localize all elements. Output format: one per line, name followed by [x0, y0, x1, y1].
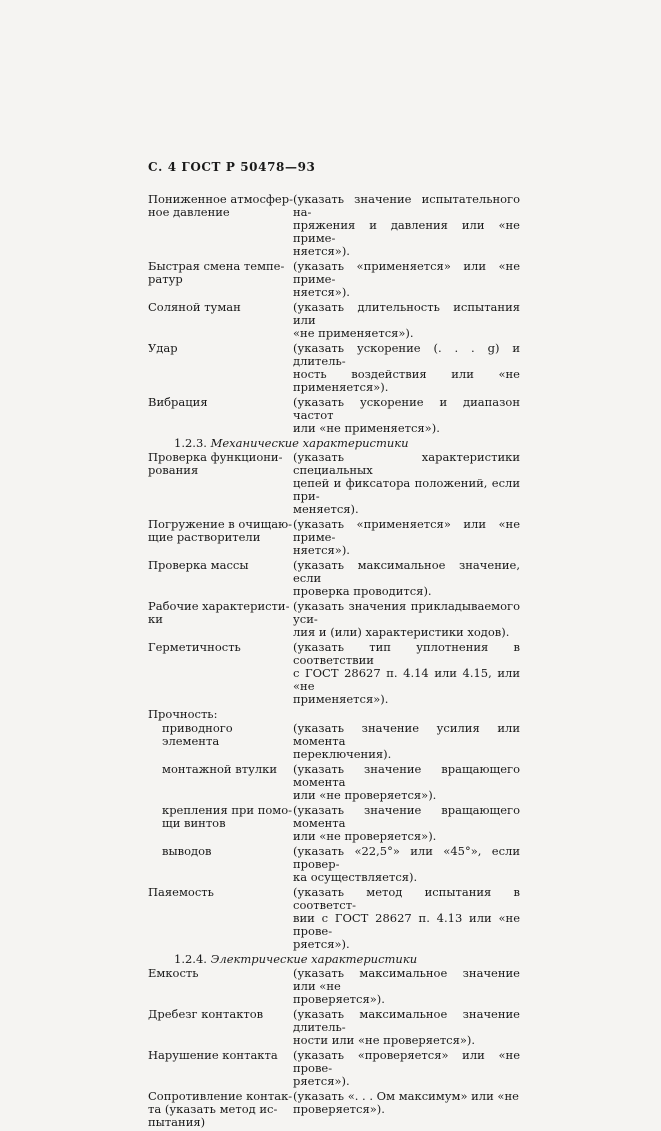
group-electrical: [148, 967, 520, 1129]
spec-value: (указать значение вращающего момента или «не проверяется»).: [293, 803, 520, 843]
spec-label: Герметичность: [148, 640, 241, 654]
section-title: Электрические характеристики: [210, 952, 418, 966]
spec-row: [148, 763, 520, 802]
spec-label: Емкость: [148, 966, 199, 980]
spec-value: (указать значение усилия или момента переключения).: [293, 721, 520, 761]
spec-value: (указать «применяется» или «не приме- няется»).: [293, 517, 520, 557]
spec-row: [148, 451, 520, 516]
section-number: 1.2.3.: [174, 436, 207, 450]
spec-label: Нарушение контакта: [148, 1048, 278, 1062]
spec-row: [148, 641, 520, 706]
spec-label: монтажной втулки: [162, 762, 277, 776]
group-environmental: [148, 193, 520, 435]
spec-value: (указать максимальное значение, если проверка проводится).: [293, 558, 520, 598]
spec-row: [148, 193, 520, 258]
spec-value: (указать «проверяется» или «не прове- ряется»).: [293, 1048, 520, 1088]
spec-value: (указать максимальное значение или «не проверяется»).: [293, 966, 520, 1006]
spec-row: [148, 845, 520, 884]
spec-row: [148, 967, 520, 1006]
group-solderability: [148, 886, 520, 951]
spec-label: Вибрация: [148, 395, 208, 409]
spec-row: [148, 1049, 520, 1088]
spec-label: Пониженное атмосфер- ное давление: [148, 192, 293, 219]
spec-value: (указать ускорение и диапазон частот или «не применяется»).: [293, 395, 520, 435]
group-strength: [148, 722, 520, 884]
spec-row: [148, 1008, 520, 1047]
spec-label: выводов: [162, 844, 212, 858]
spec-value: (указать метод испытания в соответст- вии с ГОСТ 28627 п. 4.13 или «не прове- ряется»).: [293, 885, 520, 951]
spec-label: Рабочие характеристи- ки: [148, 599, 290, 626]
spec-label: Дребезг контактов: [148, 1007, 264, 1021]
spec-label: Быстрая смена темпе- ратур: [148, 259, 285, 286]
group-mechanical: [148, 451, 520, 706]
spec-row: [148, 301, 520, 340]
spec-row: [148, 722, 520, 761]
spec-row: [148, 518, 520, 557]
spec-value: (указать «применяется» или «не приме- няется»).: [293, 259, 520, 299]
spec-value: (указать значение испытательного на- пряжения и давления или «не приме- няется»).: [293, 192, 520, 258]
spec-value: (указать «. . . Ом максимум» или «не проверяется»).: [293, 1089, 519, 1116]
spec-value: (указать значения прикладываемого уси- лия и (или) характеристики ходов).: [293, 599, 520, 639]
page-header: С. 4 ГОСТ Р 50478—93: [148, 160, 316, 174]
spec-label: Паяемость: [148, 885, 214, 899]
spec-value: (указать максимальное значение длитель- ности или «не проверяется»).: [293, 1007, 520, 1047]
spec-value: (указать ускорение (. . . g) и длитель- ность воздействия или «не применяется»).: [293, 341, 520, 394]
spec-label: Соляной туман: [148, 300, 241, 314]
spec-row: [148, 886, 520, 951]
spec-row: [148, 600, 520, 639]
spec-value: (указать «22,5°» или «45°», если провер- ка осуществляется).: [293, 844, 520, 884]
spec-row: [148, 804, 520, 843]
spec-value: (указать характеристики специальных цепей и фиксатора положений, если при- меняется).: [293, 450, 520, 516]
spec-value: (указать длительность испытания или «не применяется»).: [293, 300, 520, 340]
spec-row: [148, 342, 520, 394]
spec-value: (указать значение вращающего момента или «не проверяется»).: [293, 762, 520, 802]
spec-row: [148, 1090, 520, 1129]
strength-label: Прочность:: [148, 707, 218, 721]
spec-list: [148, 193, 520, 1131]
spec-row: [148, 396, 520, 435]
spec-label: Сопротивление контак- та (указать метод ис- пытания): [148, 1089, 293, 1129]
spec-value: (указать тип уплотнения в соответствии с ГОСТ 28627 п. 4.14 или 4.15, или «не применяется»).: [293, 640, 520, 706]
section-mechanical-heading: [174, 437, 520, 450]
section-number: 1.2.4.: [174, 952, 207, 966]
spec-label: Погружение в очищаю- щие растворители: [148, 517, 293, 544]
section-electrical-heading: [174, 953, 520, 966]
spec-label: приводного элемента: [162, 721, 233, 748]
spec-row: [148, 260, 520, 299]
spec-label: Проверка функциони- рования: [148, 450, 283, 477]
spec-label: крепления при помо- щи винтов: [162, 803, 293, 830]
spec-label: Проверка массы: [148, 558, 249, 572]
spec-row: [148, 559, 520, 598]
spec-label: Удар: [148, 341, 178, 355]
section-title: Механические характеристики: [210, 436, 409, 450]
